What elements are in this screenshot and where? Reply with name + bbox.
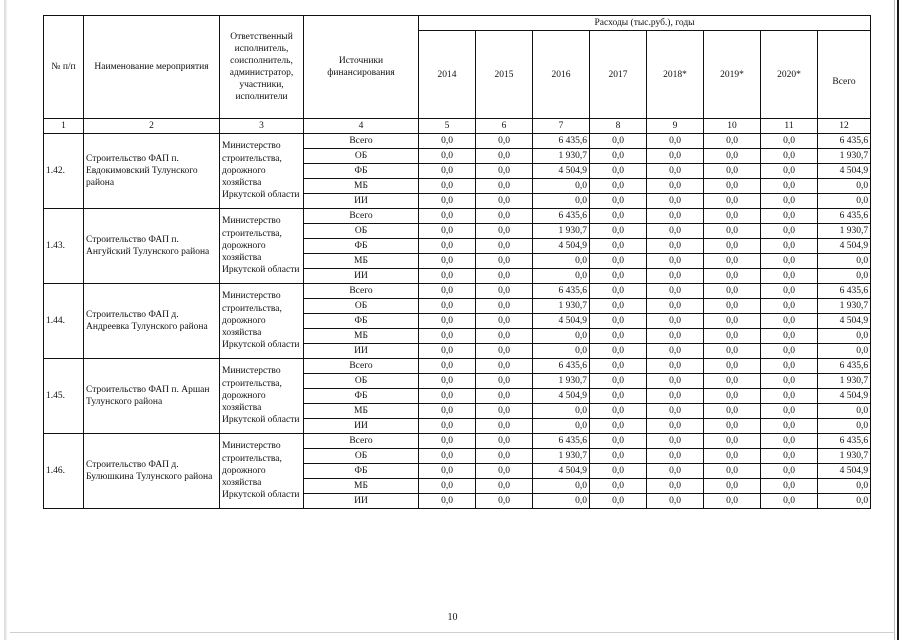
amount-cell: 0,0 [590, 404, 647, 419]
amount-cell: 0,0 [419, 494, 476, 509]
funding-source: ОБ [304, 149, 419, 164]
amount-cell: 0,0 [704, 254, 761, 269]
amount-cell: 0,0 [419, 389, 476, 404]
amount-cell: 0,0 [590, 254, 647, 269]
table-row [44, 434, 871, 449]
responsible-executor: Министерство строительства, дорожного хозяйства Иркутской области [220, 134, 304, 209]
total-cell: 1 930,7 [818, 224, 871, 239]
amount-cell: 0,0 [476, 254, 533, 269]
amount-cell: 0,0 [761, 419, 818, 434]
amount-cell: 6 435,6 [533, 134, 590, 149]
amount-cell: 0,0 [761, 314, 818, 329]
amount-cell: 4 504,9 [533, 239, 590, 254]
amount-cell: 0,0 [704, 269, 761, 284]
amount-cell: 0,0 [590, 359, 647, 374]
amount-cell: 0,0 [476, 389, 533, 404]
header-year: 2020* [761, 31, 818, 119]
amount-cell: 1 930,7 [533, 224, 590, 239]
funding-source: Всего [304, 284, 419, 299]
amount-cell: 4 504,9 [533, 164, 590, 179]
amount-cell: 0,0 [476, 494, 533, 509]
amount-cell: 0,0 [704, 329, 761, 344]
amount-cell: 4 504,9 [533, 389, 590, 404]
amount-cell: 0,0 [419, 479, 476, 494]
total-cell: 1 930,7 [818, 374, 871, 389]
funding-source: ФБ [304, 164, 419, 179]
amount-cell: 0,0 [590, 329, 647, 344]
amount-cell: 0,0 [476, 269, 533, 284]
amount-cell: 0,0 [419, 434, 476, 449]
amount-cell: 0,0 [761, 359, 818, 374]
amount-cell: 6 435,6 [533, 359, 590, 374]
activity-name: Строительство ФАП д. Андреевка Тулунского района [84, 284, 220, 359]
row-index: 1.44. [44, 284, 84, 359]
amount-cell: 0,0 [476, 314, 533, 329]
column-number: 11 [761, 119, 818, 134]
total-cell: 0,0 [818, 479, 871, 494]
amount-cell: 0,0 [419, 179, 476, 194]
amount-cell: 0,0 [761, 194, 818, 209]
amount-cell: 0,0 [647, 434, 704, 449]
amount-cell: 0,0 [704, 314, 761, 329]
amount-cell: 0,0 [533, 329, 590, 344]
amount-cell: 0,0 [590, 224, 647, 239]
responsible-executor: Министерство строительства, дорожного хозяйства Иркутской области [220, 209, 304, 284]
amount-cell: 0,0 [761, 299, 818, 314]
amount-cell: 0,0 [590, 164, 647, 179]
amount-cell: 0,0 [704, 149, 761, 164]
amount-cell: 0,0 [761, 284, 818, 299]
amount-cell: 0,0 [590, 314, 647, 329]
amount-cell: 0,0 [761, 344, 818, 359]
funding-source: МБ [304, 479, 419, 494]
amount-cell: 4 504,9 [533, 314, 590, 329]
amount-cell: 0,0 [647, 284, 704, 299]
amount-cell: 0,0 [761, 134, 818, 149]
amount-cell: 0,0 [476, 194, 533, 209]
funding-source: МБ [304, 254, 419, 269]
amount-cell: 0,0 [476, 419, 533, 434]
header-responsible: Ответственный исполнитель, соисполнитель, администратор, участники, исполнители [220, 16, 304, 119]
activity-name: Строительство ФАП п. Ангуйский Тулунского района [84, 209, 220, 284]
amount-cell: 0,0 [590, 479, 647, 494]
total-cell: 6 435,6 [818, 434, 871, 449]
total-cell: 0,0 [818, 179, 871, 194]
amount-cell: 0,0 [419, 359, 476, 374]
total-cell: 0,0 [818, 494, 871, 509]
header-year: 2016 [533, 31, 590, 119]
table-row [44, 134, 871, 149]
amount-cell: 0,0 [761, 179, 818, 194]
row-index: 1.45. [44, 359, 84, 434]
total-cell: 6 435,6 [818, 209, 871, 224]
amount-cell: 0,0 [647, 329, 704, 344]
amount-cell: 0,0 [647, 404, 704, 419]
column-number: 6 [476, 119, 533, 134]
header-year: 2018* [647, 31, 704, 119]
total-cell: 0,0 [818, 329, 871, 344]
amount-cell: 0,0 [704, 434, 761, 449]
column-number: 3 [220, 119, 304, 134]
amount-cell: 0,0 [704, 224, 761, 239]
amount-cell: 0,0 [647, 464, 704, 479]
amount-cell: 0,0 [647, 134, 704, 149]
amount-cell: 0,0 [533, 494, 590, 509]
amount-cell: 0,0 [590, 194, 647, 209]
funding-source: Всего [304, 434, 419, 449]
table-row [44, 284, 871, 299]
amount-cell: 0,0 [761, 374, 818, 389]
scan-left-edge [4, 0, 7, 640]
header-expenses: Расходы (тыс.руб.), годы [419, 16, 871, 31]
column-number: 4 [304, 119, 419, 134]
amount-cell: 0,0 [419, 209, 476, 224]
amount-cell: 0,0 [704, 389, 761, 404]
amount-cell: 0,0 [647, 239, 704, 254]
amount-cell: 6 435,6 [533, 209, 590, 224]
funding-source: ИИ [304, 419, 419, 434]
amount-cell: 0,0 [704, 449, 761, 464]
amount-cell: 0,0 [761, 329, 818, 344]
amount-cell: 0,0 [647, 224, 704, 239]
funding-source: ИИ [304, 344, 419, 359]
total-cell: 0,0 [818, 269, 871, 284]
amount-cell: 0,0 [590, 209, 647, 224]
amount-cell: 0,0 [704, 194, 761, 209]
funding-source: ОБ [304, 374, 419, 389]
amount-cell: 0,0 [533, 179, 590, 194]
amount-cell: 0,0 [761, 404, 818, 419]
amount-cell: 0,0 [647, 209, 704, 224]
amount-cell: 0,0 [590, 434, 647, 449]
amount-cell: 0,0 [647, 374, 704, 389]
funding-source: Всего [304, 134, 419, 149]
amount-cell: 0,0 [761, 239, 818, 254]
amount-cell: 0,0 [476, 344, 533, 359]
amount-cell: 0,0 [647, 164, 704, 179]
funding-source: ОБ [304, 299, 419, 314]
header-num: № п/п [44, 16, 84, 119]
total-cell: 1 930,7 [818, 449, 871, 464]
amount-cell: 0,0 [476, 329, 533, 344]
amount-cell: 0,0 [476, 299, 533, 314]
funding-source: ИИ [304, 494, 419, 509]
amount-cell: 0,0 [590, 494, 647, 509]
amount-cell: 0,0 [590, 284, 647, 299]
total-cell: 4 504,9 [818, 464, 871, 479]
amount-cell: 0,0 [419, 239, 476, 254]
amount-cell: 0,0 [761, 164, 818, 179]
amount-cell: 0,0 [590, 179, 647, 194]
amount-cell: 0,0 [704, 359, 761, 374]
amount-cell: 0,0 [533, 404, 590, 419]
funding-source: ОБ [304, 449, 419, 464]
funding-source: ФБ [304, 389, 419, 404]
amount-cell: 0,0 [476, 164, 533, 179]
amount-cell: 0,0 [647, 479, 704, 494]
funding-source: ИИ [304, 269, 419, 284]
amount-cell: 0,0 [704, 404, 761, 419]
amount-cell: 0,0 [704, 239, 761, 254]
total-cell: 0,0 [818, 344, 871, 359]
amount-cell: 0,0 [533, 194, 590, 209]
scan-right-edge [897, 0, 899, 640]
amount-cell: 0,0 [761, 464, 818, 479]
funding-source: ИИ [304, 194, 419, 209]
amount-cell: 0,0 [476, 464, 533, 479]
amount-cell: 0,0 [590, 344, 647, 359]
page-number: 10 [447, 612, 458, 623]
amount-cell: 0,0 [533, 269, 590, 284]
total-cell: 4 504,9 [818, 314, 871, 329]
header-name: Наименование мероприятия [84, 16, 220, 119]
column-number: 8 [590, 119, 647, 134]
amount-cell: 0,0 [476, 479, 533, 494]
total-cell: 0,0 [818, 194, 871, 209]
amount-cell: 0,0 [590, 374, 647, 389]
amount-cell: 0,0 [419, 464, 476, 479]
amount-cell: 0,0 [704, 164, 761, 179]
total-cell: 0,0 [818, 404, 871, 419]
amount-cell: 0,0 [476, 449, 533, 464]
amount-cell: 1 930,7 [533, 149, 590, 164]
column-number-row [44, 119, 871, 134]
amount-cell: 0,0 [590, 149, 647, 164]
amount-cell: 4 504,9 [533, 464, 590, 479]
amount-cell: 0,0 [704, 464, 761, 479]
responsible-executor: Министерство строительства, дорожного хозяйства Иркутской области [220, 359, 304, 434]
row-index: 1.46. [44, 434, 84, 509]
amount-cell: 0,0 [590, 389, 647, 404]
amount-cell: 0,0 [647, 269, 704, 284]
amount-cell: 0,0 [704, 284, 761, 299]
amount-cell: 1 930,7 [533, 374, 590, 389]
header-year: 2019* [704, 31, 761, 119]
amount-cell: 0,0 [419, 449, 476, 464]
amount-cell: 0,0 [533, 479, 590, 494]
amount-cell: 0,0 [761, 224, 818, 239]
column-number: 10 [704, 119, 761, 134]
total-cell: 1 930,7 [818, 299, 871, 314]
total-cell: 4 504,9 [818, 239, 871, 254]
amount-cell: 0,0 [590, 299, 647, 314]
table-body [44, 119, 871, 509]
scan-right-shadow [894, 0, 895, 640]
amount-cell: 0,0 [476, 359, 533, 374]
funding-source: ФБ [304, 464, 419, 479]
amount-cell: 0,0 [419, 344, 476, 359]
amount-cell: 0,0 [533, 254, 590, 269]
header-year: 2015 [476, 31, 533, 119]
amount-cell: 1 930,7 [533, 449, 590, 464]
amount-cell: 0,0 [590, 449, 647, 464]
amount-cell: 0,0 [419, 254, 476, 269]
header-row-top [44, 16, 871, 31]
amount-cell: 0,0 [647, 254, 704, 269]
funding-source: МБ [304, 179, 419, 194]
amount-cell: 0,0 [533, 344, 590, 359]
amount-cell: 0,0 [647, 494, 704, 509]
amount-cell: 0,0 [419, 164, 476, 179]
row-index: 1.42. [44, 134, 84, 209]
amount-cell: 6 435,6 [533, 434, 590, 449]
amount-cell: 0,0 [419, 269, 476, 284]
amount-cell: 0,0 [419, 284, 476, 299]
amount-cell: 0,0 [704, 209, 761, 224]
amount-cell: 1 930,7 [533, 299, 590, 314]
total-cell: 0,0 [818, 254, 871, 269]
amount-cell: 0,0 [476, 179, 533, 194]
amount-cell: 0,0 [419, 149, 476, 164]
funding-source: МБ [304, 329, 419, 344]
column-number: 2 [84, 119, 220, 134]
table-row [44, 209, 871, 224]
scan-bottom-line [10, 632, 895, 633]
amount-cell: 6 435,6 [533, 284, 590, 299]
amount-cell: 0,0 [647, 149, 704, 164]
amount-cell: 0,0 [476, 134, 533, 149]
amount-cell: 0,0 [761, 209, 818, 224]
amount-cell: 0,0 [704, 344, 761, 359]
column-number: 9 [647, 119, 704, 134]
amount-cell: 0,0 [419, 224, 476, 239]
amount-cell: 0,0 [647, 449, 704, 464]
amount-cell: 0,0 [761, 449, 818, 464]
amount-cell: 0,0 [476, 374, 533, 389]
column-number: 1 [44, 119, 84, 134]
amount-cell: 0,0 [761, 254, 818, 269]
amount-cell: 0,0 [761, 389, 818, 404]
total-cell: 4 504,9 [818, 164, 871, 179]
amount-cell: 0,0 [419, 194, 476, 209]
header-year: 2017 [590, 31, 647, 119]
responsible-executor: Министерство строительства, дорожного хозяйства Иркутской области [220, 434, 304, 509]
funding-source: Всего [304, 209, 419, 224]
amount-cell: 0,0 [647, 179, 704, 194]
amount-cell: 0,0 [476, 149, 533, 164]
total-cell: 6 435,6 [818, 359, 871, 374]
amount-cell: 0,0 [647, 314, 704, 329]
amount-cell: 0,0 [419, 134, 476, 149]
header-sources: Источники финансирования [304, 16, 419, 119]
amount-cell: 0,0 [590, 134, 647, 149]
amount-cell: 0,0 [761, 269, 818, 284]
responsible-executor: Министерство строительства, дорожного хозяйства Иркутской области [220, 284, 304, 359]
amount-cell: 0,0 [419, 419, 476, 434]
amount-cell: 0,0 [476, 224, 533, 239]
amount-cell: 0,0 [533, 419, 590, 434]
amount-cell: 0,0 [704, 134, 761, 149]
amount-cell: 0,0 [476, 434, 533, 449]
amount-cell: 0,0 [476, 404, 533, 419]
amount-cell: 0,0 [647, 359, 704, 374]
amount-cell: 0,0 [476, 239, 533, 254]
amount-cell: 0,0 [647, 194, 704, 209]
amount-cell: 0,0 [476, 209, 533, 224]
amount-cell: 0,0 [704, 374, 761, 389]
amount-cell: 0,0 [761, 149, 818, 164]
amount-cell: 0,0 [590, 239, 647, 254]
column-number: 12 [818, 119, 871, 134]
funding-source: ФБ [304, 239, 419, 254]
funding-source: ОБ [304, 224, 419, 239]
amount-cell: 0,0 [647, 419, 704, 434]
table-row [44, 359, 871, 374]
funding-source: ФБ [304, 314, 419, 329]
amount-cell: 0,0 [647, 299, 704, 314]
amount-cell: 0,0 [476, 284, 533, 299]
amount-cell: 0,0 [761, 479, 818, 494]
activity-name: Строительство ФАП д. Булюшкина Тулунского района [84, 434, 220, 509]
column-number: 5 [419, 119, 476, 134]
total-cell: 0,0 [818, 419, 871, 434]
total-cell: 1 930,7 [818, 149, 871, 164]
amount-cell: 0,0 [590, 269, 647, 284]
amount-cell: 0,0 [419, 329, 476, 344]
amount-cell: 0,0 [419, 299, 476, 314]
amount-cell: 0,0 [419, 374, 476, 389]
financing-table [43, 15, 871, 509]
header-year: 2014 [419, 31, 476, 119]
amount-cell: 0,0 [419, 314, 476, 329]
amount-cell: 0,0 [647, 344, 704, 359]
amount-cell: 0,0 [590, 464, 647, 479]
amount-cell: 0,0 [647, 389, 704, 404]
funding-source: МБ [304, 404, 419, 419]
amount-cell: 0,0 [704, 179, 761, 194]
column-number: 7 [533, 119, 590, 134]
total-cell: 6 435,6 [818, 284, 871, 299]
amount-cell: 0,0 [704, 299, 761, 314]
row-index: 1.43. [44, 209, 84, 284]
amount-cell: 0,0 [704, 419, 761, 434]
activity-name: Строительство ФАП п. Аршан Тулунского района [84, 359, 220, 434]
amount-cell: 0,0 [419, 404, 476, 419]
amount-cell: 0,0 [761, 434, 818, 449]
total-cell: 4 504,9 [818, 389, 871, 404]
amount-cell: 0,0 [704, 494, 761, 509]
amount-cell: 0,0 [704, 479, 761, 494]
total-cell: 6 435,6 [818, 134, 871, 149]
amount-cell: 0,0 [761, 494, 818, 509]
activity-name: Строительство ФАП п. Евдокимовский Тулунского района [84, 134, 220, 209]
header-total: Всего [818, 31, 871, 119]
funding-source: Всего [304, 359, 419, 374]
amount-cell: 0,0 [590, 419, 647, 434]
